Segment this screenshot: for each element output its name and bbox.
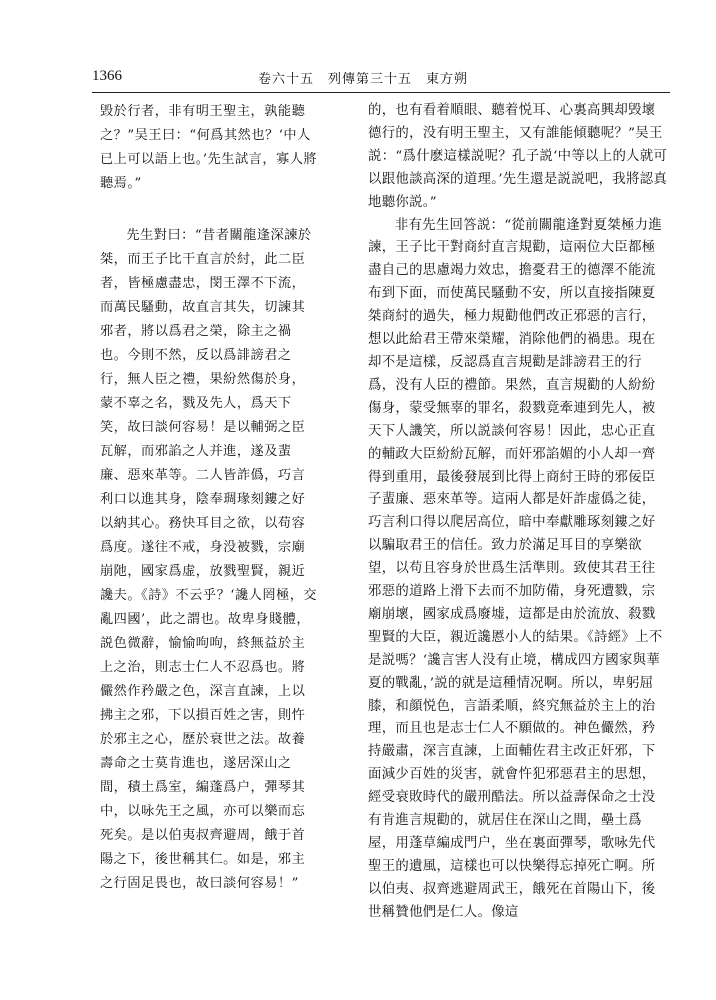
- translation-column: [368, 100, 668, 925]
- translation-paragraph-1: 的，也有看着順眼、聽着悦耳、心裏高興却毁壞德行的，没有明王聖主，又有誰能傾聽呢？”吴王説：“爲什麽這樣説呢？孔子説‘中等以上的人就可以跟他談高深的道理。’先生還是説説吧，我將認真地聽你説。”: [368, 103, 668, 210]
- header-rule: [92, 92, 670, 93]
- original-paragraph-2: 先生對曰：“昔者關龍逢深諫於桀，而王子比干直言於紂，此二臣者，皆極慮盡忠，閔王澤不下流，而萬民騷動，故直言其失，切諫其邪者，將以爲君之榮，除主之禍也。今則不然，反以爲誹謗君之行，無人臣之禮，果紛然傷於身，蒙不辜之名，戮及先人，爲天下笑，故曰談何容易！是以輔弼之臣瓦解，而邪諂之人并進，遂及蜚廉、惡來革等。二人皆詐僞，巧言利口以進其身，陰奉琱瑑刻鏤之好以納其心。務快耳目之欲，以苟容爲度。遂往不戒，身没被戮，宗廟崩阤，國家爲虚，放戮聖賢，親近讒夫。《詩》不云乎？‘讒人罔極，交亂四國’，此之謂也。故卑身賤體，説色微辭，愉愉呴呴，終無益於主上之治，則志士仁人不忍爲也。將儼然作矜嚴之色，深言直諫，上以拂主之邪，下以損百姓之害，則忤於邪主之心，歷於衰世之法。故養壽命之士莫肯進也，遂居深山之間，積土爲室，編蓬爲户，彈琴其中，以咏先王之風，亦可以樂而忘死矣。是以伯夷叔齊避周，餓于首陽之下，後世稱其仁。如是，邪主之行固足畏也，故曰談何容易！”: [100, 228, 318, 891]
- page-number: 1366: [92, 68, 122, 84]
- page-header: [92, 68, 652, 92]
- paragraph-gap: [100, 196, 318, 224]
- original-text-column: [100, 100, 318, 896]
- running-title: 卷六十五 列傳第三十五 東方朔: [258, 72, 469, 87]
- translation-paragraph-2: 非有先生回答説：“從前關龍逢對夏桀極力進諫，王子比干對商紂直言規勸，這兩位大臣都極盡自己的思慮竭力效忠，擔憂君王的德澤不能流布到下面，而使萬民騷動不安，所以直接指陳夏桀商紂的過失，極力規勸他們改正邪惡的言行，想以此給君王帶來榮耀，消除他們的禍患。現在却不是這樣，反認爲直言規勸是誹謗君王的行爲，没有人臣的禮節。果然，直言規勸的人紛紛傷身，蒙受無辜的罪名，殺戮竟牽連到先人，被天下人譏笑，所以説談何容易！因此，忠心正直的輔政大臣紛紛瓦解，而奸邪諂媚的小人却一齊得到重用，最後發展到比得上商紂王時的邪佞臣子蜚廉、惡來革等。這兩人都是奸詐虚僞之徒，巧言利口得以爬居高位，暗中奉獻雕琢刻鏤之好以騙取君王的信任。致力於滿足耳目的享樂欲望，以苟且容身於世爲生活準則。致使其君王往邪惡的道路上滑下去而不加防備，身死遭戮，宗廟崩壞，國家成爲廢墟，這都是由於流放、殺戮聖賢的大臣，親近讒慝小人的結果。《詩經》上不是説嗎？‘讒言害人没有止境，構成四方國家與華夏的戰亂，’説的就是這種情况啊。所以，卑躬屈膝，和顔悦色，言語柔順，終究無益於主上的治理，而且也是志士仁人不願做的。神色儼然，矜持嚴肅，深言直諫，上面輔佐君主改正奸邪，下面減少百姓的災害，就會忤犯邪惡君主的思想，經受衰敗時代的嚴刑酷法。所以益壽保命之士没有肯進言規勸的，就居住在深山之間，壘土爲屋，用蓬草編成門户，坐在裏面彈琴，歌咏先代聖王的遺風，這樣也可以快樂得忘掉死亡啊。所以伯夷、叔齊逃避周武王，餓死在首陽山下，後世稱贊他們是仁人。像這: [368, 217, 663, 920]
- original-paragraph-1: 毁於行者，非有明王聖主，孰能聽之？”吴王曰：“何爲其然也？‘中人已上可以語上也。’先生試言，寡人將聽焉。”: [100, 104, 318, 191]
